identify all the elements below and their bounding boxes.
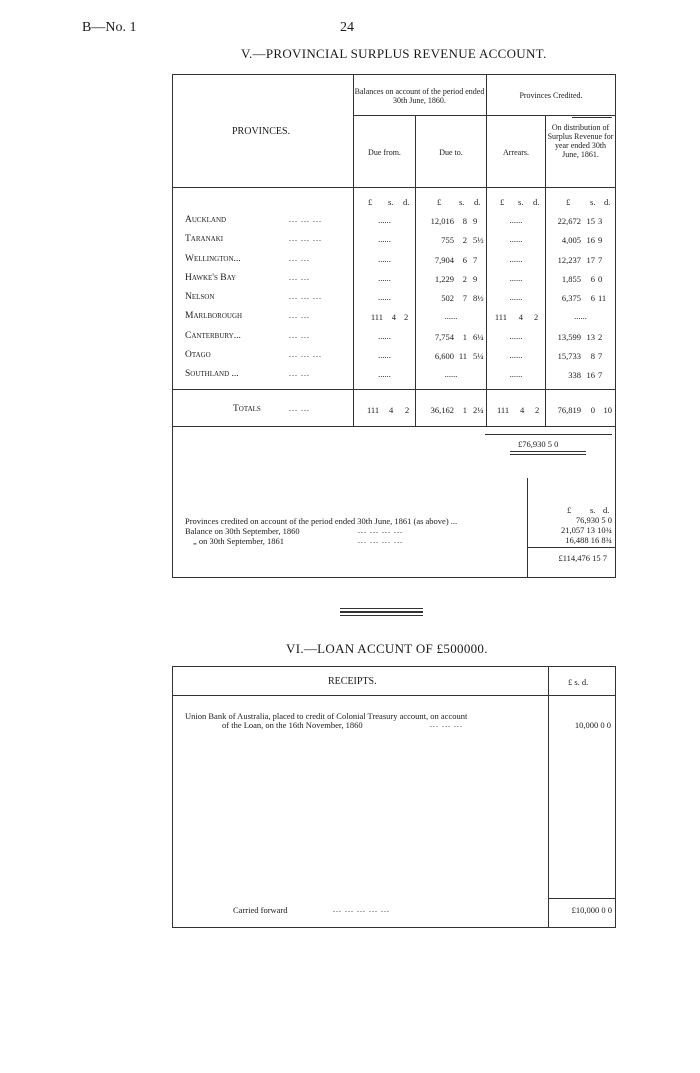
carried-forward-label: Carried forward — [233, 905, 288, 915]
header-credited: Provinces Credited. — [519, 91, 583, 100]
receipts-header: RECEIPTS. — [328, 676, 377, 687]
surplus-title: V.—PROVINCIAL SURPLUS REVENUE ACCOUNT. — [241, 46, 547, 61]
combined-total: £76,930 5 0 — [518, 439, 559, 449]
page-ref: B—No. 1 — [82, 20, 137, 35]
header-arrears: Arrears. — [503, 148, 529, 157]
summary-total: £114,476 15 7 — [558, 553, 607, 563]
province-name: Otago — [185, 350, 211, 360]
loan-entry-amount: 10,000 0 0 — [574, 720, 611, 730]
header-balances: Balances on account of the period ended 30th June, 1860. — [354, 87, 485, 105]
header-distribution: On distribution of Surplus Revenue for year ended 30th June, 1861. — [547, 123, 614, 159]
province-name: Taranaki — [185, 234, 224, 244]
province-name: Canterbury... — [185, 331, 241, 341]
loan-entry-line-1: Union Bank of Australia, placed to credit of Colonial Treasury account, on account — [185, 711, 468, 721]
province-name: Wellington... — [185, 254, 241, 264]
summary-line-3: „ on 30th September, 1861 — [193, 536, 285, 546]
province-name: Auckland — [185, 215, 227, 225]
province-name: Hawke's Bay — [185, 273, 237, 283]
loan-entry-line-2: of the Loan, on the 16th November, 1860 — [222, 720, 363, 730]
header-due-from: Due from. — [368, 148, 401, 157]
header-due-to: Due to. — [439, 148, 463, 157]
page-number: 24 — [340, 20, 354, 35]
province-name: Southland ... — [185, 369, 239, 379]
summary-line-2: Balance on 30th September, 1860 — [185, 526, 300, 536]
totals-label: Totals — [233, 404, 261, 414]
header-provinces: PROVINCES. — [232, 126, 291, 137]
province-name: Marlborough — [185, 311, 243, 321]
carried-forward-amount: £10,000 0 0 — [571, 905, 612, 915]
loan-title: VI.—LOAN ACCUNT OF £500000. — [286, 641, 488, 656]
summary-line-1: Provinces credited on account of the period ended 30th June, 1861 (as above) ... — [185, 516, 458, 526]
loan-currency: £ s. d. — [568, 677, 589, 687]
province-name: Nelson — [185, 292, 215, 302]
